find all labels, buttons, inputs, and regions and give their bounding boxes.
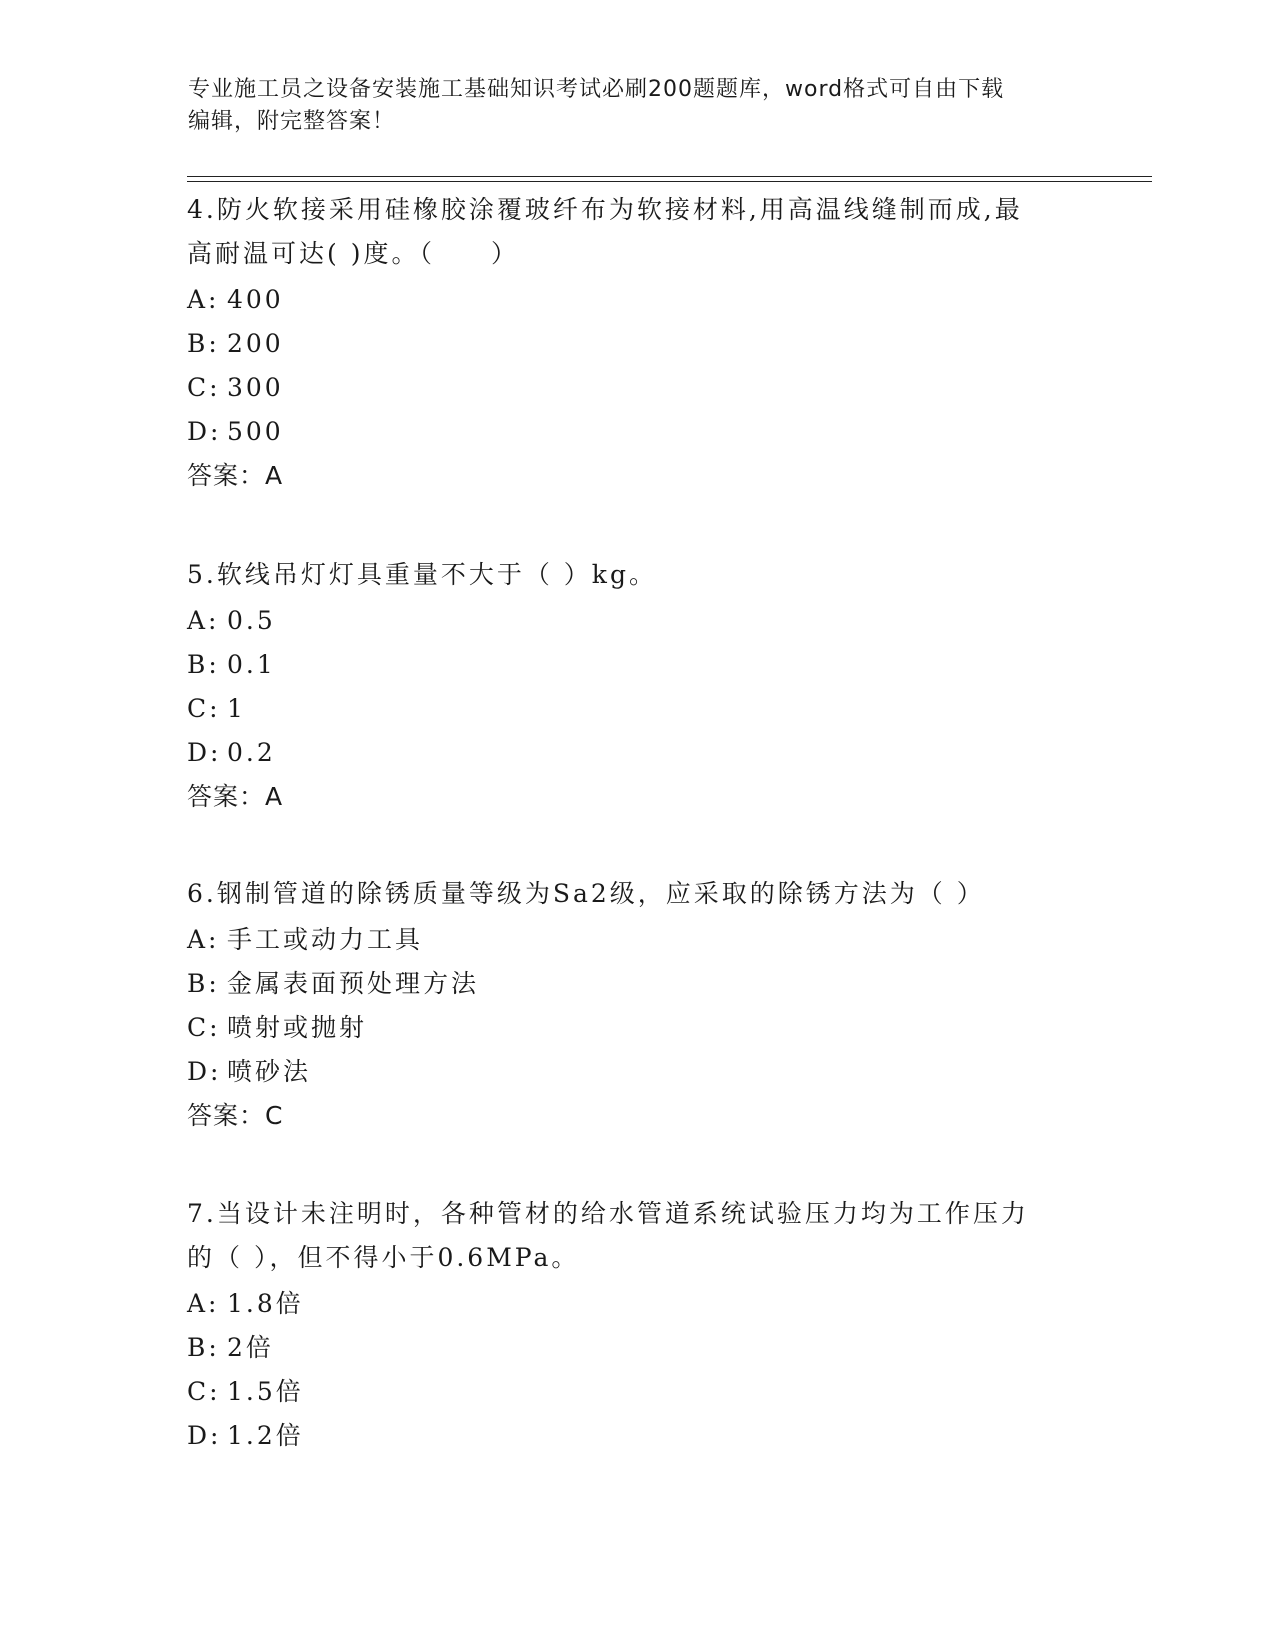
- option-text: 1.5倍: [227, 1377, 304, 1406]
- answer: 答案：A: [187, 782, 284, 811]
- option-label: D:: [187, 417, 222, 446]
- option-text: 0.2: [227, 738, 276, 767]
- option-d: [187, 410, 1067, 454]
- option-label: C:: [187, 373, 221, 402]
- stem-line: 5.软线吊灯灯具重量不大于（ ）kg。: [187, 560, 657, 589]
- option-label: D:: [187, 738, 222, 767]
- option-text: 金属表面预处理方法: [227, 969, 480, 998]
- header-divider-top: [187, 176, 1152, 177]
- option-label: A:: [187, 285, 220, 314]
- stem-line: 6.钢制管道的除锈质量等级为Sa2级，应采取的除锈方法为（ ）: [187, 879, 985, 908]
- header-title-line2: 编辑，附完整答案！: [188, 109, 396, 134]
- option-label: A:: [187, 606, 220, 635]
- stem-line: 7.当设计未注明时，各种管材的给水管道系统试验压力均为工作压力: [187, 1199, 1029, 1228]
- document-header: [188, 74, 1068, 138]
- option-label: D:: [187, 1421, 222, 1450]
- option-a: [187, 278, 1067, 322]
- question-4: [187, 188, 1067, 496]
- option-c: [187, 1370, 1067, 1414]
- question-5: [187, 553, 1067, 817]
- stem-line: 高耐温可达( )度。（ ）: [187, 239, 519, 268]
- option-label: B:: [187, 1333, 220, 1362]
- option-text: 喷砂法: [227, 1057, 312, 1086]
- option-label: B:: [187, 969, 220, 998]
- question-stem: [187, 1192, 1067, 1280]
- header-divider-bottom: [187, 181, 1152, 182]
- option-b: [187, 962, 1067, 1006]
- header-title-line1: 专业施工员之设备安装施工基础知识考试必刷200题题库，word格式可自由下载: [188, 77, 1005, 102]
- option-text: 0.5: [227, 606, 276, 635]
- option-text: 手工或动力工具: [227, 925, 424, 954]
- option-label: C:: [187, 1377, 221, 1406]
- option-d: [187, 1050, 1067, 1094]
- option-b: [187, 322, 1067, 366]
- option-b: [187, 1326, 1067, 1370]
- option-a: [187, 1282, 1067, 1326]
- option-text: 400: [227, 285, 284, 314]
- question-stem: [187, 872, 1067, 916]
- option-a: [187, 599, 1067, 643]
- question-stem: [187, 188, 1067, 276]
- option-text: 2倍: [227, 1333, 274, 1362]
- option-text: 喷射或抛射: [227, 1013, 368, 1042]
- option-label: B:: [187, 650, 220, 679]
- option-text: 1: [227, 694, 246, 723]
- stem-line: 4.防火软接采用硅橡胶涂覆玻纤布为软接材料,用高温线缝制而成,最: [187, 195, 1023, 224]
- question-7: [187, 1192, 1067, 1458]
- option-label: A:: [187, 1289, 220, 1318]
- question-stem: [187, 553, 1067, 597]
- option-text: 0.1: [227, 650, 276, 679]
- option-text: 1.2倍: [227, 1421, 304, 1450]
- option-text: 200: [227, 329, 284, 358]
- option-d: [187, 731, 1067, 775]
- option-text: 1.8倍: [227, 1289, 304, 1318]
- stem-line: 的（ ），但不得小于0.6MPa。: [187, 1243, 580, 1272]
- option-b: [187, 643, 1067, 687]
- option-text: 500: [227, 417, 284, 446]
- answer: 答案：C: [187, 1101, 284, 1130]
- option-d: [187, 1414, 1067, 1458]
- option-c: [187, 1006, 1067, 1050]
- option-label: C:: [187, 694, 221, 723]
- option-label: C:: [187, 1013, 221, 1042]
- option-c: [187, 366, 1067, 410]
- option-label: D:: [187, 1057, 222, 1086]
- option-text: 300: [227, 373, 284, 402]
- option-a: [187, 918, 1067, 962]
- question-6: [187, 872, 1067, 1136]
- option-label: B:: [187, 329, 220, 358]
- option-label: A:: [187, 925, 220, 954]
- option-c: [187, 687, 1067, 731]
- answer: 答案：A: [187, 461, 284, 490]
